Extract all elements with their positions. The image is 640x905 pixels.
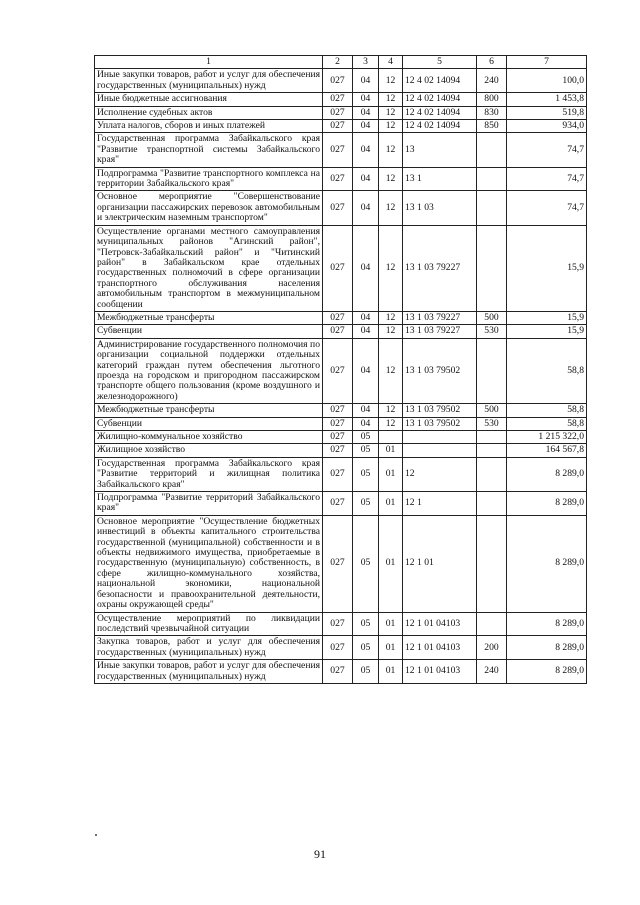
row-amount: 15,9 xyxy=(507,225,587,311)
row-section: 04 xyxy=(353,417,379,430)
row-section: 05 xyxy=(353,457,379,491)
table-row xyxy=(95,167,587,191)
table-row xyxy=(95,636,587,660)
row-name: Иные закупки товаров, работ и услуг для обеспечения государственных (муниципальных) нужд xyxy=(95,69,323,93)
row-name: Жилищно-коммунальное хозяйство xyxy=(95,431,323,444)
table-row xyxy=(95,492,587,516)
row-section: 04 xyxy=(353,120,379,133)
table-row xyxy=(95,660,587,684)
row-section: 04 xyxy=(353,225,379,311)
row-section: 05 xyxy=(353,612,379,636)
row-amount: 8 289,0 xyxy=(507,612,587,636)
table-row xyxy=(95,444,587,457)
table-row xyxy=(95,404,587,417)
row-admin-code: 027 xyxy=(323,338,353,403)
row-admin-code: 027 xyxy=(323,457,353,491)
row-admin-code: 027 xyxy=(323,93,353,106)
row-expense-type: 850 xyxy=(477,120,507,133)
row-name: Государственная программа Забайкальского края "Развитие транспортной системы Забайкальского края" xyxy=(95,133,323,167)
row-subsection: 01 xyxy=(379,444,403,457)
col-header-expense-type: 6 xyxy=(477,56,507,69)
row-admin-code: 027 xyxy=(323,444,353,457)
row-subsection: 12 xyxy=(379,325,403,338)
row-expense-type xyxy=(477,191,507,225)
table-row xyxy=(95,133,587,167)
row-subsection: 01 xyxy=(379,612,403,636)
budget-table xyxy=(94,55,587,684)
row-subsection: 12 xyxy=(379,93,403,106)
row-admin-code: 027 xyxy=(323,636,353,660)
row-amount: 100,0 xyxy=(507,69,587,93)
row-name: Закупка товаров, работ и услуг для обеспечения государственных (муниципальных) нужд xyxy=(95,636,323,660)
row-name: Исполнение судебных актов xyxy=(95,106,323,119)
table-row xyxy=(95,93,587,106)
row-target-article: 12 4 02 14094 xyxy=(403,106,477,119)
row-section: 05 xyxy=(353,660,379,684)
row-subsection: 01 xyxy=(379,660,403,684)
row-expense-type xyxy=(477,457,507,491)
row-section: 04 xyxy=(353,167,379,191)
table-row xyxy=(95,338,587,403)
row-admin-code: 027 xyxy=(323,106,353,119)
table-row xyxy=(95,612,587,636)
row-subsection: 12 xyxy=(379,417,403,430)
row-target-article: 13 1 03 79227 xyxy=(403,325,477,338)
row-expense-type xyxy=(477,133,507,167)
row-target-article: 13 1 03 xyxy=(403,191,477,225)
row-name: Иные закупки товаров, работ и услуг для обеспечения государственных (муниципальных) нужд xyxy=(95,660,323,684)
row-section: 04 xyxy=(353,325,379,338)
row-subsection: 12 xyxy=(379,338,403,403)
row-subsection: 12 xyxy=(379,225,403,311)
row-admin-code: 027 xyxy=(323,515,353,612)
row-section: 04 xyxy=(353,404,379,417)
row-subsection: 01 xyxy=(379,492,403,516)
row-name: Иные бюджетные ассигнования xyxy=(95,93,323,106)
row-target-article: 13 1 03 79502 xyxy=(403,338,477,403)
row-expense-type xyxy=(477,338,507,403)
row-target-article: 12 1 01 04103 xyxy=(403,636,477,660)
row-target-article xyxy=(403,444,477,457)
row-target-article: 12 1 xyxy=(403,492,477,516)
table-row xyxy=(95,515,587,612)
row-name: Подпрограмма "Развитие транспортного комплекса на территории Забайкальского края" xyxy=(95,167,323,191)
page-number: 91 xyxy=(314,847,326,861)
row-expense-type xyxy=(477,431,507,444)
row-expense-type: 500 xyxy=(477,311,507,324)
row-subsection: 12 xyxy=(379,404,403,417)
row-section: 04 xyxy=(353,191,379,225)
row-section: 05 xyxy=(353,492,379,516)
table-row xyxy=(95,417,587,430)
row-expense-type: 240 xyxy=(477,660,507,684)
row-admin-code: 027 xyxy=(323,612,353,636)
row-target-article: 12 1 01 04103 xyxy=(403,612,477,636)
row-expense-type: 800 xyxy=(477,93,507,106)
row-name: Межбюджетные трансферты xyxy=(95,404,323,417)
row-admin-code: 027 xyxy=(323,431,353,444)
row-amount: 8 289,0 xyxy=(507,660,587,684)
table-row xyxy=(95,120,587,133)
col-header-admin: 2 xyxy=(323,56,353,69)
table-row xyxy=(95,311,587,324)
row-amount: 15,9 xyxy=(507,311,587,324)
row-admin-code: 027 xyxy=(323,660,353,684)
row-amount: 1 215 322,0 xyxy=(507,431,587,444)
col-header-section: 3 xyxy=(353,56,379,69)
row-target-article xyxy=(403,431,477,444)
row-expense-type xyxy=(477,167,507,191)
row-target-article: 12 1 01 04103 xyxy=(403,660,477,684)
row-section: 05 xyxy=(353,636,379,660)
row-amount: 58,8 xyxy=(507,417,587,430)
row-amount: 8 289,0 xyxy=(507,636,587,660)
row-name: Субвенции xyxy=(95,417,323,430)
row-expense-type xyxy=(477,444,507,457)
table-row xyxy=(95,325,587,338)
row-subsection: 12 xyxy=(379,191,403,225)
row-admin-code: 027 xyxy=(323,311,353,324)
row-amount: 8 289,0 xyxy=(507,457,587,491)
row-expense-type: 530 xyxy=(477,325,507,338)
row-target-article: 13 1 03 79227 xyxy=(403,225,477,311)
row-expense-type: 240 xyxy=(477,69,507,93)
row-target-article: 13 1 03 79227 xyxy=(403,311,477,324)
row-name: Государственная программа Забайкальского края "Развитие территорий и жилищная политика Забайкальского края" xyxy=(95,457,323,491)
row-target-article: 13 1 03 79502 xyxy=(403,404,477,417)
row-section: 05 xyxy=(353,431,379,444)
row-section: 04 xyxy=(353,93,379,106)
row-name: Уплата налогов, сборов и иных платежей xyxy=(95,120,323,133)
row-expense-type xyxy=(477,225,507,311)
row-subsection xyxy=(379,431,403,444)
row-section: 04 xyxy=(353,133,379,167)
row-target-article: 12 xyxy=(403,457,477,491)
row-amount: 164 567,8 xyxy=(507,444,587,457)
row-admin-code: 027 xyxy=(323,133,353,167)
row-name: Администрирование государственного полномочия по организации социальной поддержки отдельных категорий граждан путем обеспечения льготного проезда на городском и пригородном пассажирском транспорте общего пользования (кроме воздушного и железнодорожного) xyxy=(95,338,323,403)
row-subsection: 12 xyxy=(379,69,403,93)
row-name: Основное мероприятие "Осуществление бюджетных инвестиций в объекты капитального строительства государственной (муниципальной) собственности и в объекты недвижимого имущества, приобретаемые в государственную (муниципальную) собственность, в сфере жилищно-коммунального хозяйства, национальной экономики, национальной безопасности и правоохранительной деятельности, охраны окружающей среды" xyxy=(95,515,323,612)
row-admin-code: 027 xyxy=(323,225,353,311)
row-section: 05 xyxy=(353,444,379,457)
row-admin-code: 027 xyxy=(323,120,353,133)
row-expense-type: 500 xyxy=(477,404,507,417)
row-section: 05 xyxy=(353,515,379,612)
scan-speck xyxy=(95,834,97,836)
row-admin-code: 027 xyxy=(323,492,353,516)
row-name: Подпрограмма "Развитие территорий Забайкальского края" xyxy=(95,492,323,516)
row-name: Основное мероприятие "Совершенствование организации пассажирских перевозок автомобильным и электрическим наземным транспортом" xyxy=(95,191,323,225)
row-amount: 74,7 xyxy=(507,167,587,191)
row-expense-type: 530 xyxy=(477,417,507,430)
row-name: Межбюджетные трансферты xyxy=(95,311,323,324)
table-row xyxy=(95,431,587,444)
row-target-article: 13 1 03 79502 xyxy=(403,417,477,430)
row-amount: 58,8 xyxy=(507,404,587,417)
row-amount: 15,9 xyxy=(507,325,587,338)
row-amount: 58,8 xyxy=(507,338,587,403)
row-subsection: 12 xyxy=(379,106,403,119)
row-target-article: 13 1 xyxy=(403,167,477,191)
row-target-article: 12 4 02 14094 xyxy=(403,93,477,106)
table-row xyxy=(95,225,587,311)
table-row xyxy=(95,69,587,93)
row-name: Осуществление мероприятий по ликвидации последствий чрезвычайной ситуации xyxy=(95,612,323,636)
row-subsection: 12 xyxy=(379,311,403,324)
row-name: Субвенции xyxy=(95,325,323,338)
row-subsection: 01 xyxy=(379,636,403,660)
row-subsection: 12 xyxy=(379,133,403,167)
row-target-article: 12 4 02 14094 xyxy=(403,120,477,133)
row-admin-code: 027 xyxy=(323,191,353,225)
table-row xyxy=(95,191,587,225)
row-amount: 934,0 xyxy=(507,120,587,133)
row-amount: 74,7 xyxy=(507,133,587,167)
row-amount: 1 453,8 xyxy=(507,93,587,106)
row-subsection: 12 xyxy=(379,120,403,133)
row-section: 04 xyxy=(353,106,379,119)
row-section: 04 xyxy=(353,338,379,403)
table-row xyxy=(95,457,587,491)
row-admin-code: 027 xyxy=(323,69,353,93)
col-header-subsection: 4 xyxy=(379,56,403,69)
row-subsection: 12 xyxy=(379,167,403,191)
row-expense-type: 200 xyxy=(477,636,507,660)
row-expense-type xyxy=(477,492,507,516)
row-name: Жилищное хозяйство xyxy=(95,444,323,457)
row-admin-code: 027 xyxy=(323,325,353,338)
col-header-name: 1 xyxy=(95,56,323,69)
row-admin-code: 027 xyxy=(323,404,353,417)
row-admin-code: 027 xyxy=(323,167,353,191)
table-row xyxy=(95,106,587,119)
row-section: 04 xyxy=(353,69,379,93)
header-row xyxy=(95,56,587,69)
row-subsection: 01 xyxy=(379,515,403,612)
row-target-article: 12 1 01 xyxy=(403,515,477,612)
row-admin-code: 027 xyxy=(323,417,353,430)
col-header-amount: 7 xyxy=(507,56,587,69)
row-expense-type xyxy=(477,612,507,636)
row-amount: 74,7 xyxy=(507,191,587,225)
row-target-article: 12 4 02 14094 xyxy=(403,69,477,93)
row-name: Осуществление органами местного самоуправления муниципальных районов "Агинский район", "Петровск-Забайкальский район" и "Читинский район" в Забайкальском крае отдельных государственных полномочий в сфере организации транспортного обслуживания населения автомобильным транспортом в межмуниципальном сообщении xyxy=(95,225,323,311)
row-expense-type: 830 xyxy=(477,106,507,119)
row-subsection: 01 xyxy=(379,457,403,491)
row-amount: 8 289,0 xyxy=(507,515,587,612)
col-header-target-article: 5 xyxy=(403,56,477,69)
row-target-article: 13 xyxy=(403,133,477,167)
row-section: 04 xyxy=(353,311,379,324)
row-amount: 8 289,0 xyxy=(507,492,587,516)
row-expense-type xyxy=(477,515,507,612)
row-amount: 519,8 xyxy=(507,106,587,119)
